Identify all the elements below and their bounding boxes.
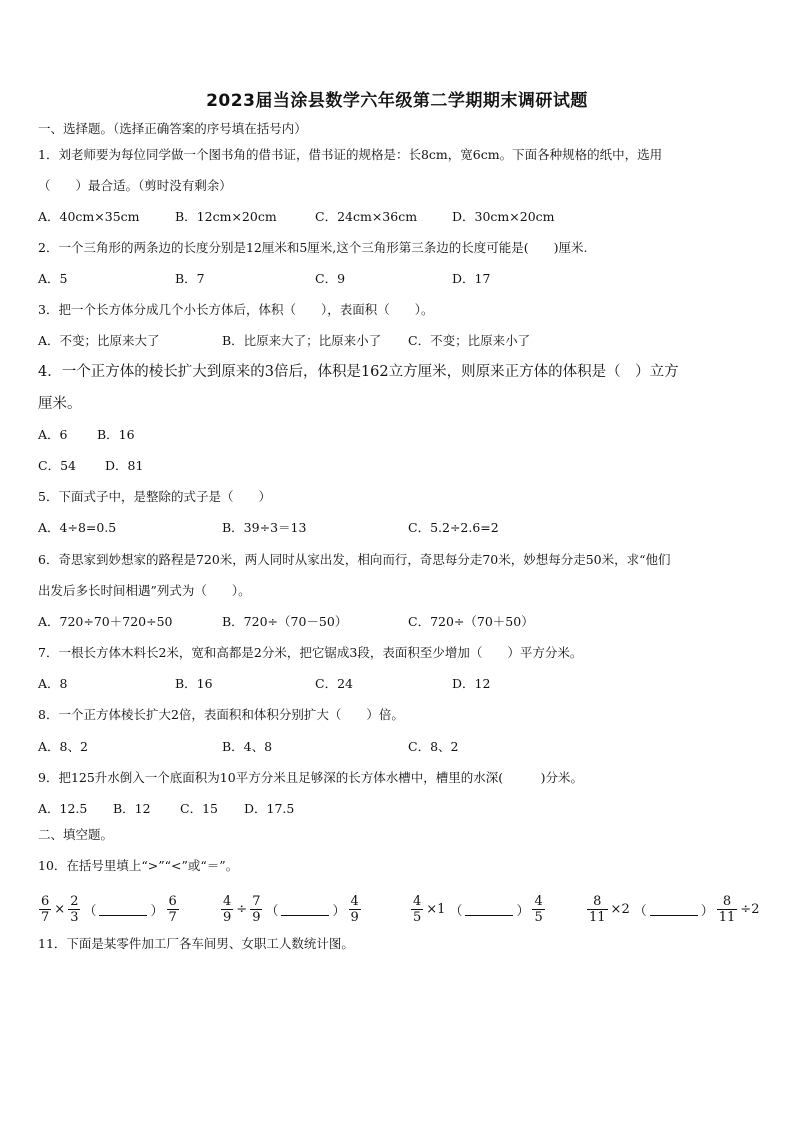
question-7-text: 7．一根长方体木料长2米，宽和高都是2分米，把它锯成3段，表面积至少增加（ ）平方分米。 bbox=[38, 645, 583, 660]
comparison-1: $\frac{6}{7}$ × $\frac{2}{3}$ （ ） $\frac{6}{7}$ bbox=[41, 893, 177, 925]
fraction: $\frac{4}{5}$ bbox=[413, 893, 422, 925]
question-6-text-cont: 出发后多长时间相遇”列式为（ ）。 bbox=[38, 583, 251, 598]
question-1-text: 1．刘老师要为每位同学做一个图书角的借书证，借书证的规格是：长8cm，宽6cm。下面各种规格的纸中，选用 bbox=[38, 147, 663, 162]
option-a[interactable]: A．6 bbox=[38, 427, 68, 442]
question-3-text: 3．把一个长方体分成几个小长方体后，体积（ ），表面积（ ）。 bbox=[38, 302, 434, 317]
comparison-4: $\frac{8}{11}$ ×2 （ ） $\frac{8}{11}$ ÷2 bbox=[589, 893, 760, 925]
option-a[interactable]: A．40cm×35cm bbox=[38, 209, 140, 224]
question-10-comparisons bbox=[38, 887, 768, 931]
option-b[interactable]: B．12cm×20cm bbox=[175, 209, 277, 224]
option-b[interactable]: B．16 bbox=[97, 427, 135, 442]
fraction: $\frac{6}{7}$ bbox=[168, 893, 177, 925]
fraction: $\frac{4}{9}$ bbox=[223, 893, 232, 925]
option-a[interactable]: A．5 bbox=[38, 271, 68, 286]
answer-blank[interactable] bbox=[281, 903, 329, 916]
question-1-text-cont: （ ）最合适。（剪时没有剩余） bbox=[38, 178, 232, 193]
option-b[interactable]: B．12 bbox=[113, 801, 151, 816]
option-a[interactable]: A．720÷70＋720÷50 bbox=[38, 614, 173, 629]
option-d[interactable]: D．30cm×20cm bbox=[452, 209, 555, 224]
option-c[interactable]: C．720÷（70＋50） bbox=[408, 614, 534, 629]
option-a[interactable]: A．8、2 bbox=[38, 739, 88, 754]
question-9-text: 9．把125升水倒入一个底面积为10平方分米且足够深的长方体水槽中，槽里的水深( )分米。 bbox=[38, 770, 583, 785]
option-c[interactable]: C．不变；比原来小了 bbox=[408, 333, 531, 348]
question-10-text: 10．在括号里填上“>”“<”或“＝”。 bbox=[38, 858, 239, 873]
answer-blank[interactable] bbox=[650, 903, 698, 916]
option-a[interactable]: A．12.5 bbox=[38, 801, 88, 816]
option-b[interactable]: B．39÷3＝13 bbox=[222, 520, 307, 535]
answer-blank[interactable] bbox=[465, 903, 513, 916]
fraction: $\frac{2}{3}$ bbox=[70, 893, 79, 925]
section-choice-heading: 一、选择题。（选择正确答案的序号填在括号内） bbox=[38, 121, 307, 136]
question-2-text: 2．一个三角形的两条边的长度分别是12厘米和5厘米,这个三角形第三条边的长度可能是( )厘米. bbox=[38, 240, 588, 255]
question-6-text: 6．奇思家到妙想家的路程是720米，两人同时从家出发，相向而行，奇思每分走70米，妙想每分走50米，求“他们 bbox=[38, 552, 671, 567]
comparison-3: $\frac{4}{5}$ ×1 （ ） $\frac{4}{5}$ bbox=[413, 893, 543, 925]
option-d[interactable]: D．12 bbox=[452, 676, 491, 691]
option-d[interactable]: D．17 bbox=[452, 271, 491, 286]
option-b[interactable]: B．7 bbox=[175, 271, 205, 286]
option-a[interactable]: A．不变；比原来大了 bbox=[38, 333, 160, 348]
section-fill-heading: 二、填空题。 bbox=[38, 827, 114, 842]
option-b[interactable]: B．16 bbox=[175, 676, 213, 691]
question-8-text: 8．一个正方体棱长扩大2倍，表面积和体积分别扩大（ ）倍。 bbox=[38, 707, 404, 722]
option-b[interactable]: B．比原来大了；比原来小了 bbox=[222, 333, 382, 348]
fraction: $\frac{6}{7}$ bbox=[41, 893, 50, 925]
fraction: $\frac{7}{9}$ bbox=[252, 893, 261, 925]
fraction: $\frac{8}{11}$ bbox=[718, 893, 736, 925]
option-a[interactable]: A．8 bbox=[38, 676, 68, 691]
option-c[interactable]: C．8、2 bbox=[408, 739, 459, 754]
option-a[interactable]: A．4÷8=0.5 bbox=[38, 520, 117, 535]
option-b[interactable]: B．720÷（70－50） bbox=[222, 614, 348, 629]
option-b[interactable]: B．4、8 bbox=[222, 739, 273, 754]
page-title: 2023届当涂县数学六年级第二学期期末调研试题 bbox=[206, 91, 588, 111]
option-c[interactable]: C．9 bbox=[315, 271, 346, 286]
option-c[interactable]: C．24cm×36cm bbox=[315, 209, 418, 224]
fraction: $\frac{4}{5}$ bbox=[534, 893, 543, 925]
option-c[interactable]: C．54 bbox=[38, 458, 76, 473]
question-11-text: 11．下面是某零件加工厂各车间男、女职工人数统计图。 bbox=[38, 936, 354, 951]
fraction: $\frac{4}{9}$ bbox=[350, 893, 359, 925]
question-4-text-cont: 厘米。 bbox=[38, 396, 82, 412]
option-c[interactable]: C．24 bbox=[315, 676, 353, 691]
option-c[interactable]: C．15 bbox=[180, 801, 218, 816]
option-c[interactable]: C．5.2÷2.6=2 bbox=[408, 520, 499, 535]
comparison-2: $\frac{4}{9}$ ÷ $\frac{7}{9}$ （ ） $\frac{4}{9}$ bbox=[223, 893, 359, 925]
question-5-text: 5．下面式子中，是整除的式子是（ ） bbox=[38, 489, 271, 504]
question-4-text: 4．一个正方体的棱长扩大到原来的3倍后，体积是162立方厘米，则原来正方体的体积是（ ）立方 bbox=[38, 364, 679, 380]
answer-blank[interactable] bbox=[99, 903, 147, 916]
option-d[interactable]: D．81 bbox=[105, 458, 144, 473]
option-d[interactable]: D．17.5 bbox=[244, 801, 295, 816]
fraction: $\frac{8}{11}$ bbox=[589, 893, 606, 925]
